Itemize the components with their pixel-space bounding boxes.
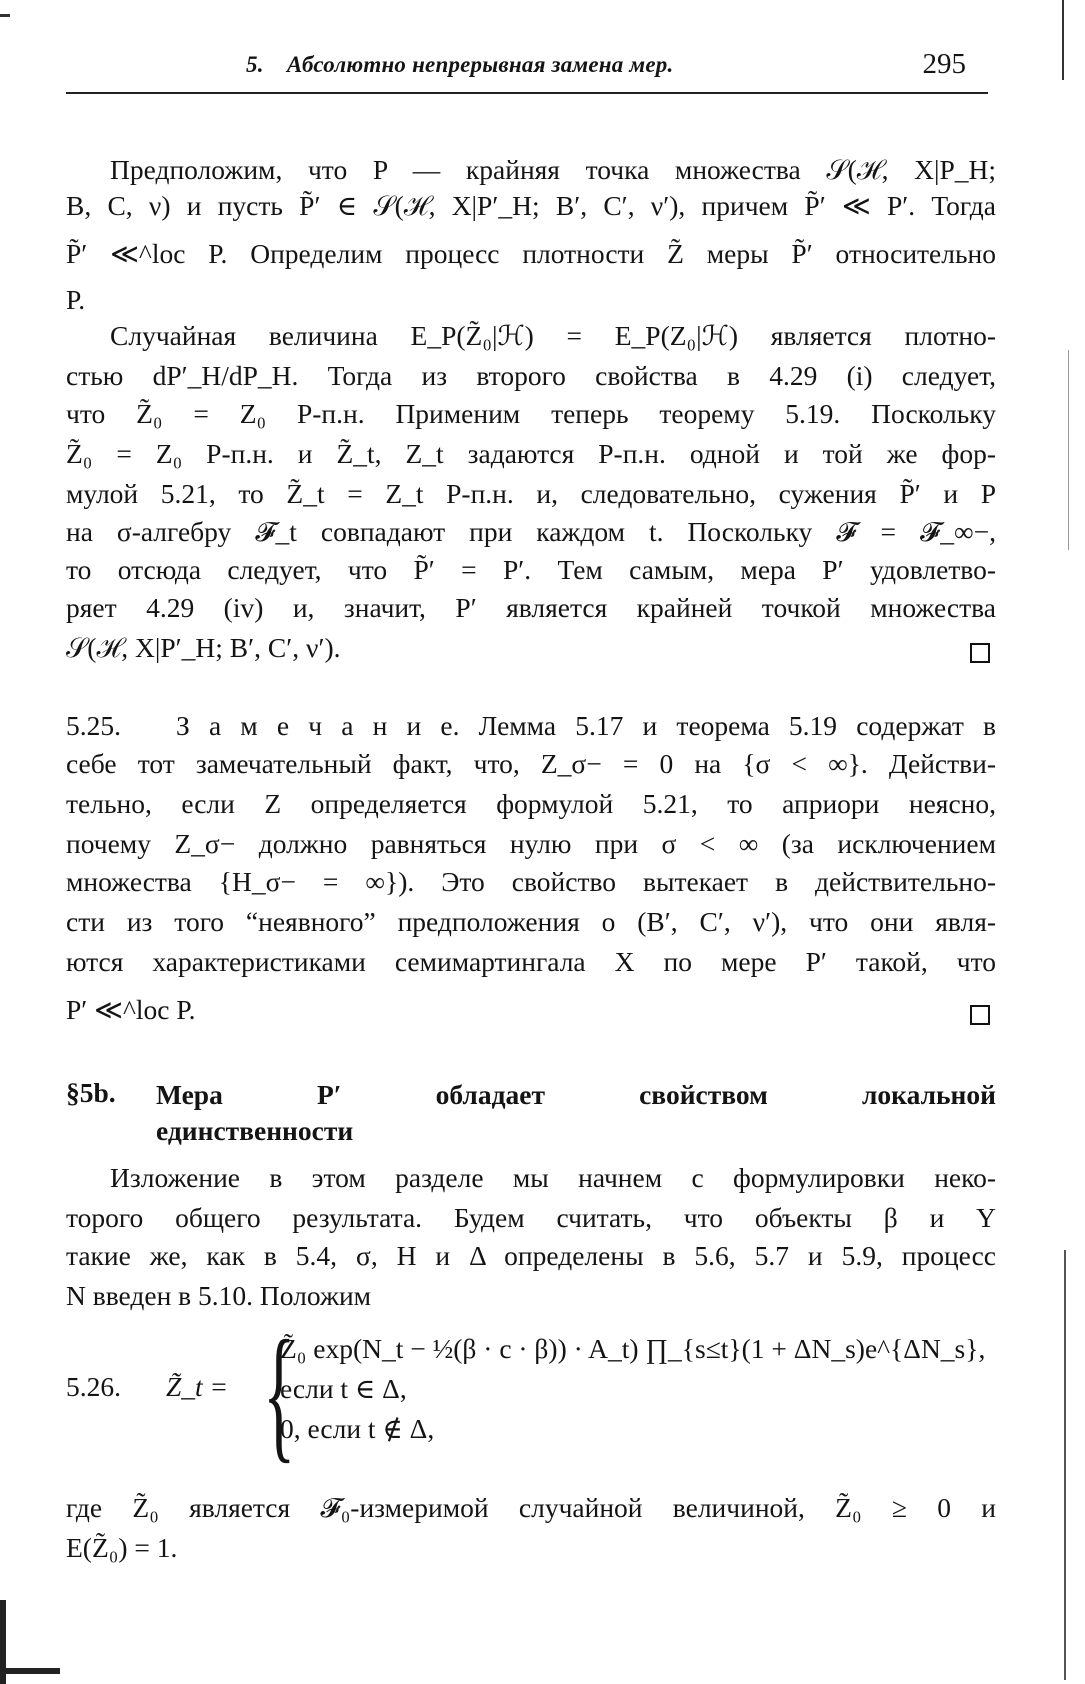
text-line: тельно, если Z определяется формулой 5.21, то априори неясно, — [66, 788, 996, 819]
text-line: ются характеристиками семимартингала X по мере P′ такой, что — [66, 946, 996, 977]
text-line: E(Z̃₀) = 1. — [66, 1532, 178, 1563]
text-line: сти из того “неявного” предположения о (B′, C′, ν′), что они явля- — [66, 906, 996, 937]
header-rule — [66, 92, 988, 94]
text-line: B, C, ν) и пусть P̃′ ∈ 𝒮(ℋ, X|P′_H; B′, C′, ν′), причем P̃′ ≪ P′. Тогда — [66, 190, 996, 221]
qed-square — [970, 643, 990, 663]
text-line: стью dP′_H/dP_H. Тогда из второго свойства в 4.29 (i) следует, — [66, 360, 996, 391]
text-line: 5.25. З а м е ч а н и е. Лемма 5.17 и теорема 5.19 содержат в — [66, 710, 996, 741]
equation-label: 5.26. — [66, 1371, 121, 1402]
scan-edge-mark — [1064, 1250, 1066, 1680]
section-title — [156, 1077, 996, 1149]
text-line: 𝒮(ℋ, X|P′_H; B′, C′, ν′). — [66, 632, 341, 663]
scan-edge-mark — [1068, 350, 1069, 550]
text-line: что Z̃₀ = Z₀ P-п.н. Применим теперь теорему 5.19. Поскольку — [66, 398, 996, 429]
text-line: себе тот замечательный факт, что, Z_σ− = 0 на {σ < ∞}. Действи- — [66, 748, 996, 779]
text-line: P. — [66, 284, 86, 315]
running-header — [66, 48, 988, 88]
text-line: N введен в 5.10. Положим — [66, 1280, 372, 1311]
running-title: 5. Абсолютно непрерывная замена мер. — [246, 52, 674, 77]
text-line: на σ-алгебру 𝓕_t совпадают при каждом t. Поскольку 𝓕 = 𝓕_∞−, — [66, 516, 996, 547]
text-line: P̃′ ≪^loc P. Определим процесс плотности Z̃ меры P̃′ относительно — [66, 238, 996, 269]
text-line: Предположим, что P — крайняя точка множества 𝒮(ℋ, X|P_H; — [110, 154, 996, 185]
equation-case: Z̃₀ exp(N_t − ½(β · c · β)) · A_t) ∏_{s≤t}(1 + ΔN_s)e^{ΔN_s}, — [280, 1333, 986, 1364]
text-line: мулой 5.21, то Z̃_t = Z_t P-п.н. и, следовательно, сужения P̃′ и P — [66, 478, 996, 509]
text-line: где Z̃₀ является 𝓕₀-измеримой случайной величиной, Z̃₀ ≥ 0 и — [66, 1492, 996, 1523]
equation-case: если t ∈ Δ, — [280, 1373, 407, 1404]
text-line: Изложение в этом разделе мы начнем с формулировки неко- — [110, 1162, 996, 1193]
text-line: почему Z_σ− должно равняться нулю при σ < ∞ (за исключением — [66, 828, 996, 859]
text-line: P′ ≪^loc P. — [66, 994, 196, 1025]
text-line: торого общего результата. Будем считать, что объекты β и Y — [66, 1202, 996, 1233]
text-line: ряет 4.29 (iv) и, значит, P′ является крайней точкой множества — [66, 592, 996, 623]
section-title-line: единственности — [156, 1115, 354, 1146]
left-brace: { — [263, 1310, 296, 1476]
scan-edge-mark — [0, 1668, 60, 1674]
text-line: множества {H_σ− = ∞}). Это свойство вытекает в действительно- — [66, 866, 996, 897]
equation-case: 0, если t ∉ Δ, — [280, 1413, 435, 1444]
qed-square — [970, 1005, 990, 1025]
page-number: 295 — [922, 48, 966, 80]
text-line: Случайная величина E_P(Z̃₀|ℋ) = E_P(Z₀|ℋ) является плотно- — [110, 320, 996, 351]
section-title-line: Мера P′ обладает свойством локальной — [156, 1079, 996, 1110]
scan-edge-mark — [0, 14, 10, 17]
text-line: такие же, как в 5.4, σ, H и Δ определены в 5.6, 5.7 и 5.9, процесс — [66, 1240, 996, 1271]
equation-lhs: Z̃_t = — [166, 1371, 229, 1402]
text-line: то отсюда следует, что P̃′ = P′. Тем самым, мера P′ удовлетво- — [66, 554, 996, 585]
text-line: Z̃₀ = Z₀ P-п.н. и Z̃_t, Z_t задаются P-п.н. одной и той же фор- — [66, 438, 996, 469]
section-number: §5b. — [66, 1077, 116, 1108]
scan-edge-mark — [1062, 0, 1064, 80]
